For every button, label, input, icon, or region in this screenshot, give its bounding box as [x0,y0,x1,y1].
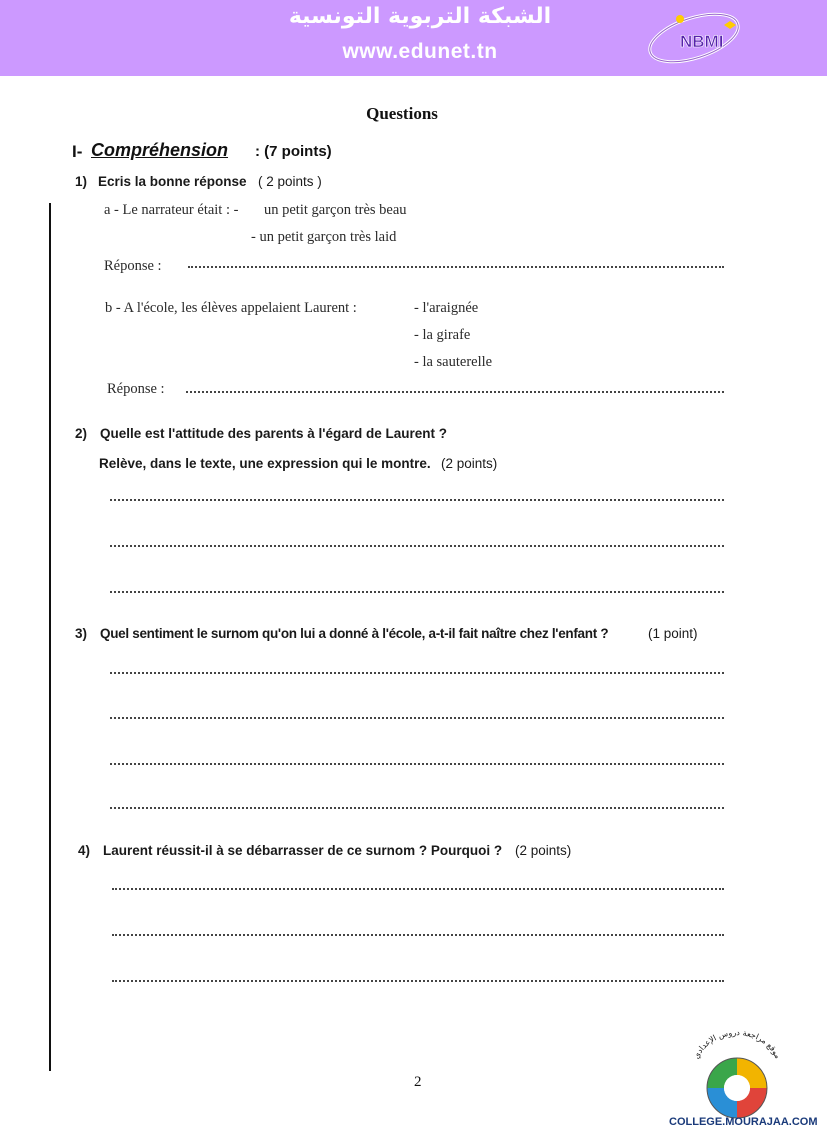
q1b-option-2: - la girafe [414,327,471,343]
q1a-answer-label: Réponse : [104,258,162,274]
q4-answer-line-3[interactable] [112,980,724,982]
q3-number: 3) [75,626,88,641]
q2-text-line2: Relève, dans le texte, une expression qui le montre. [99,456,431,471]
nbmi-logo-icon [640,5,746,71]
svg-text:موقع مراجعة دروس الإعدادي: موقع مراجعة دروس الإعدادي [691,1030,783,1061]
q3-text: Quel sentiment le surnom qu'on lui a donné à l'école, a-t-il fait naître chez l'enfant ? [100,626,609,641]
q3-points: (1 point) [648,626,698,641]
q4-answer-line-1[interactable] [112,888,724,890]
section-points: : (7 points) [255,143,332,160]
banner-url[interactable]: www.edunet.tn [342,40,498,63]
q1-points: ( 2 points ) [258,174,322,189]
college-mourajaa-logo-icon [682,1030,792,1122]
section-prefix: I- [72,142,83,161]
q4-text: Laurent réussit-il à se débarrasser de ce surnom ? Pourquoi ? [103,843,503,858]
q1a-answer-line[interactable] [188,266,724,268]
q2-answer-line-3[interactable] [110,591,724,593]
q4-points: (2 points) [515,843,572,858]
q1b-answer-line[interactable] [186,391,724,393]
banner-arabic-title: الشبكة التربوية التونسية [288,4,552,29]
q1b-option-3: - la sauterelle [414,354,493,370]
college-url[interactable]: COLLEGE.MOURAJAA.COM [669,1116,818,1128]
q3-answer-line-2[interactable] [110,717,724,719]
q3-answer-line-3[interactable] [110,763,724,765]
q4-answer-line-2[interactable] [112,934,724,936]
q2-number: 2) [75,426,88,441]
q1a-option-2: - un petit garçon très laid [251,229,397,245]
q2-text-line1: Quelle est l'attitude des parents à l'égard de Laurent ? [100,426,448,441]
q2-answer-line-1[interactable] [110,499,724,501]
header-banner [0,0,827,76]
q3-answer-line-4[interactable] [110,807,724,809]
section-title: Compréhension [91,140,229,160]
page-number: 2 [414,1074,422,1090]
svg-text:NBMI: NBMI [680,32,724,51]
q1b-label: b - A l'école, les élèves appelaient Laurent : [105,300,357,316]
q1a-option-1: un petit garçon très beau [264,202,407,218]
q2-points: (2 points) [441,456,498,471]
q1-text: Ecris la bonne réponse [98,174,247,189]
left-margin-rule [49,203,51,1071]
q2-answer-line-2[interactable] [110,545,724,547]
q1b-answer-label: Réponse : [107,381,165,397]
q3-answer-line-1[interactable] [110,672,724,674]
page-title: Questions [366,104,438,123]
q4-number: 4) [78,843,91,858]
q1b-option-1: - l'araignée [414,300,479,316]
q1a-label: a - Le narrateur était : - [104,202,239,218]
q1-number: 1) [75,174,88,189]
